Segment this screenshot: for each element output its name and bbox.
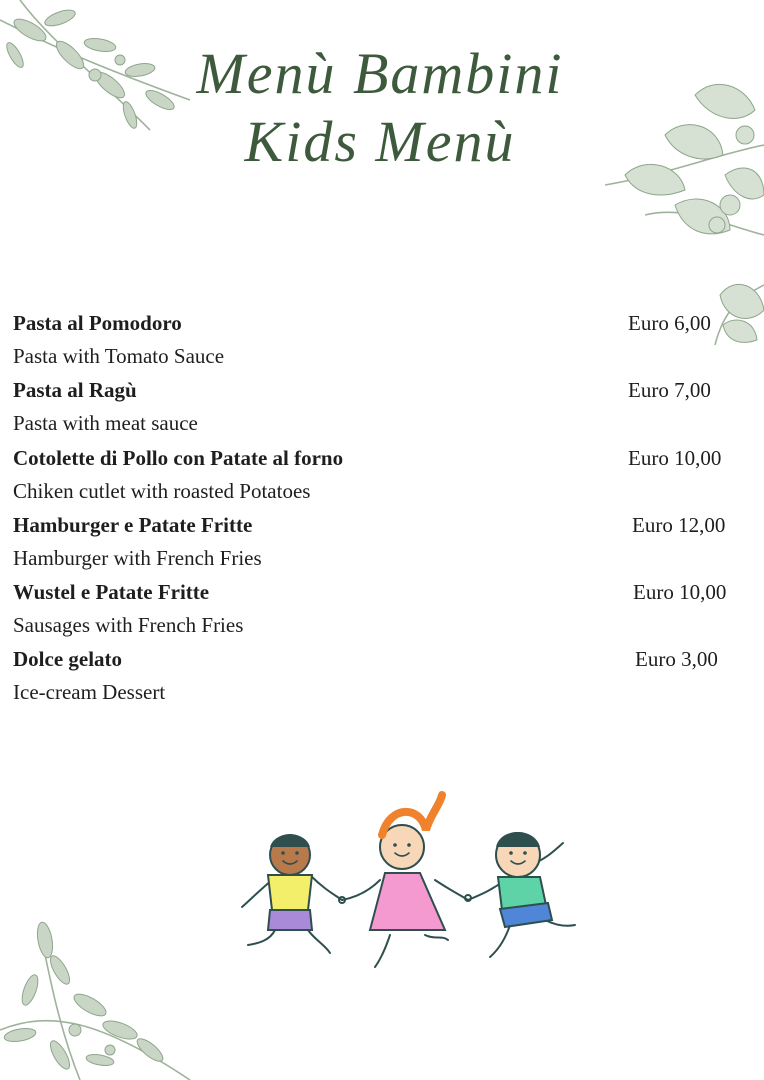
menu-item-name: Pasta al Pomodoro — [13, 311, 182, 335]
menu-item-description: Ice-cream Dessert — [13, 680, 166, 705]
menu-item-price: Euro 12,00 — [632, 512, 726, 537]
kids-holding-hands-icon — [230, 785, 590, 975]
menu-item-description: Pasta with Tomato Sauce — [13, 344, 225, 368]
menu-item-price: Euro 6,00 — [628, 311, 711, 335]
menu-item-name: Cotolette di Pollo con Patate al forno — [13, 445, 344, 470]
menu-item-price: Euro 10,00 — [628, 445, 722, 470]
page-subtitle: Kids Menù — [244, 109, 516, 174]
menu-item — [13, 576, 753, 643]
menu-item-price: Euro 10,00 — [633, 580, 727, 605]
olive-branch-icon — [0, 910, 200, 1080]
menu-item — [13, 643, 753, 710]
menu-item — [13, 509, 753, 576]
menu-item — [13, 374, 753, 441]
menu-item-name: Hamburger e Patate Fritte — [13, 512, 253, 537]
menu-item-description: Sausages with French Fries — [13, 613, 244, 638]
fig-branch-icon — [605, 55, 764, 345]
menu-item-price: Euro 3,00 — [635, 647, 718, 672]
menu-item-name: Dolce gelato — [13, 647, 123, 672]
menu-item-name: Wustel e Patate Fritte — [13, 580, 210, 605]
menu-item-description: Pasta with meat sauce — [13, 411, 198, 436]
menu-item — [13, 442, 753, 509]
menu-list — [13, 307, 753, 711]
menu-item-description: Chiken cutlet with roasted Potatoes — [13, 478, 311, 503]
menu-item-price: Euro 7,00 — [628, 378, 711, 403]
menu-item — [13, 307, 753, 374]
page-title: Menù Bambini — [196, 41, 564, 106]
menu-item-name: Pasta al Ragù — [13, 378, 137, 403]
menu-item-description: Hamburger with French Fries — [13, 545, 262, 570]
